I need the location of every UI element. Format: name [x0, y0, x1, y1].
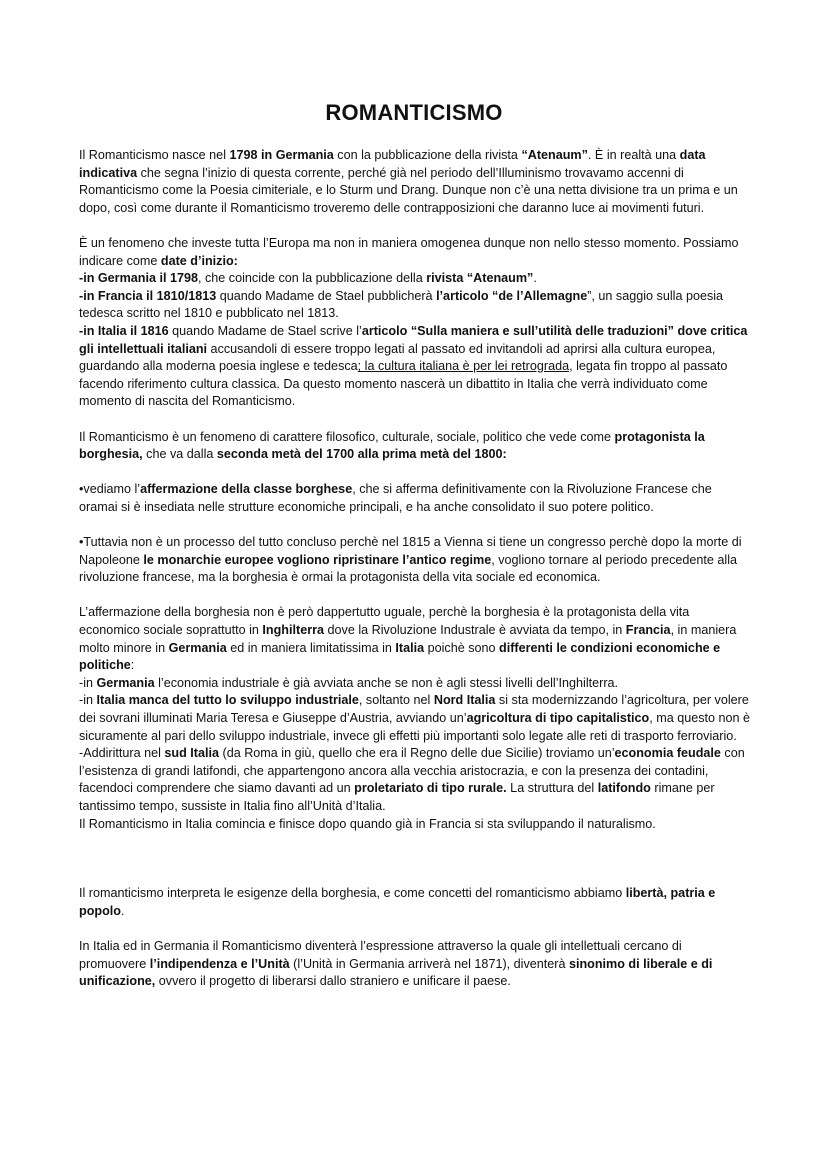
bold-text: differenti le condizioni economiche e politiche [79, 640, 721, 673]
paragraph-spacer [79, 516, 751, 534]
bold-text: -in Italia il 1816 [79, 323, 169, 338]
text-run: dove la Rivoluzione Industrale è avviata da tempo, in [324, 623, 626, 638]
text-run: ”, un saggio sulla poesia tedesca scritto nel 1810 e pubblicato nel 1813. [79, 288, 724, 321]
bold-text: economia feudale [614, 746, 721, 761]
text-run: Il Romanticismo è un fenomeno di carattere filosofico, culturale, sociale, politico che vede come [79, 429, 615, 444]
paragraph-p15 [79, 938, 751, 991]
bold-text: articolo “Sulla maniera e sull’utilità delle traduzioni” dove critica gli intellettuali italiani [79, 323, 748, 356]
bold-text: Inghilterra [262, 623, 325, 638]
bold-text: libertà, patria e popolo [79, 886, 716, 918]
bold-text: Germania [96, 675, 155, 690]
text-run: ovvero il progetto di liberarsi dallo straniero e unificare il paese. [155, 974, 511, 989]
bold-text: data indicativa [79, 148, 706, 180]
text-run: In Italia ed in Germania il Romanticismo diventerà l’espressione attraverso la quale gli intellettuali cercano di promuovere [79, 938, 682, 971]
text-run: con la pubblicazione della rivista [333, 148, 522, 162]
text-run: , in maniera molto minore in [79, 623, 737, 655]
paragraph-spacer [79, 411, 751, 429]
text-run: (l’Unità in Germania arriverà nel 1871), diventerà [289, 956, 569, 971]
text-run: -in [79, 675, 97, 690]
paragraph-p7 [79, 481, 751, 516]
text-run: -in [79, 693, 97, 708]
paragraph-spacer [79, 920, 751, 938]
text-run: , soltanto nel [358, 693, 434, 708]
paragraph-p11 [79, 692, 751, 745]
text-run: che va dalla [142, 447, 217, 462]
paragraph-p14 [79, 885, 751, 920]
paragraph-p4 [79, 288, 751, 323]
text-run: rimane per tantissimo tempo, sussiste in Italia fino all’Unità d’Italia. [79, 781, 715, 813]
text-run: , che coincide con la pubblicazione della [198, 271, 427, 286]
underlined-text: ; la cultura italiana è per lei retrograda [357, 359, 570, 374]
bold-text: protagonista la borghesia, [79, 429, 705, 462]
bold-text: latifondo [597, 781, 651, 796]
text-run: . [533, 271, 537, 286]
text-run: -Addirittura nel [79, 746, 165, 761]
bold-text: le monarchie europee vogliono ripristinare l’antico regime [143, 552, 492, 567]
paragraph-p13 [79, 816, 751, 834]
text-run: , ma questo non è sicuramente al pari dello sviluppo industriale, invece gli effetti più importanti solo legate alle reti di trasporto ferroviario. [79, 711, 751, 743]
text-run: La struttura del [506, 781, 598, 796]
text-run: •vediamo l’ [79, 482, 141, 497]
text-run: (da Roma in giù, quello che era il Regno delle due Sicilie) troviamo un’ [219, 746, 615, 761]
paragraph-p6 [79, 429, 751, 464]
text-run: l’economia industriale è già avviata anche se non è agli stessi livelli dell’Inghilterra. [154, 675, 619, 690]
page-title: ROMANTICISMO [325, 100, 503, 125]
text-run: . [120, 903, 125, 918]
bold-text: Italia [395, 640, 425, 655]
bold-text: -in Germania il 1798 [79, 271, 198, 286]
text-run: quando Madame de Stael pubblicherà [216, 288, 437, 303]
text-run: quando Madame de Stael scrive l’ [168, 323, 362, 338]
bold-text: l’indipendenza e l’Unità [149, 956, 290, 971]
paragraph-spacer [79, 464, 751, 482]
bold-text: 1798 in Germania [229, 148, 334, 162]
text-run: Il romanticismo interpreta le esigenze della borghesia, e come concetti del romanticismo abbiamo [79, 886, 626, 901]
paragraph-spacer [79, 833, 751, 885]
text-run: , vogliono tornare al periodo precedente alla rivoluzione francese, ma la borghesia è ormai la protagonista della vita sociale ed economica. [79, 552, 737, 585]
bold-text: “Atenaum” [521, 148, 588, 162]
bold-text: date d’inizio: [160, 253, 238, 268]
paragraph-p8 [79, 534, 751, 587]
text-run: poichè sono [424, 640, 500, 655]
text-run: si sta modernizzando l’agricoltura, per volere dei sovrani illuminati Maria Teresa e Giuseppe d’Austria, avviando un’ [79, 693, 749, 725]
paragraph-p9 [79, 604, 751, 674]
text-run: ed in maniera limitatissima in [226, 640, 396, 655]
paragraph-spacer [79, 217, 751, 235]
bold-text: Francia [625, 623, 671, 638]
paragraph-p10 [79, 675, 751, 693]
text-run: •Tuttavia non è un processo del tutto concluso perchè nel 1815 a Vienna si tiene un congresso perchè dopo la morte di Napoleone [79, 535, 742, 567]
text-run: : [130, 658, 135, 673]
bold-text: Italia manca del tutto lo sviluppo industriale [96, 693, 359, 708]
text-run: con l’esistenza di grandi latifondi, che appartengono ancora alla vecchia aristocrazia, e con la presenza dei contadini, facendoci comprendere che siamo davanti ad un [79, 746, 745, 796]
bold-text: Nord Italia [433, 693, 496, 708]
bold-text: sud Italia [164, 746, 219, 761]
text-run: L’affermazione della borghesia non è però dappertutto uguale, perchè la borghesia è la protagonista della vita economico sociale soprattutto in [79, 605, 690, 638]
bold-text: agricoltura di tipo capitalistico [466, 711, 650, 725]
paragraph-p1 [79, 147, 751, 217]
paragraph-p5 [79, 323, 751, 411]
paragraph-p2 [79, 235, 751, 270]
bold-text: rivista “Atenaum” [426, 271, 534, 286]
text-run: accusandoli di essere troppo legati al passato ed invitandoli ad aprirsi alla cultura europea, guardando alla moderna poesia inglese e tedesca [79, 341, 716, 374]
text-run: , legata fin troppo al passato facendo riferimento cultura classica. Da questo momento nascerà un dibattito in Italia che verrà individuato come momento di nascita del Romanticismo. [79, 359, 728, 409]
text-run: Il Romanticismo nasce nel [79, 148, 230, 162]
text-run: . È in realtà una [587, 148, 680, 162]
bold-text: proletariato di tipo rurale. [354, 781, 507, 796]
document-body [79, 147, 751, 991]
paragraph-p12 [79, 745, 751, 815]
paragraph-spacer [79, 587, 751, 605]
text-run: Il Romanticismo in Italia comincia e finisce dopo quando già in Francia si sta sviluppando il naturalismo. [79, 816, 656, 831]
bold-text: sinonimo di liberale e di unificazione, [79, 956, 713, 989]
paragraph-p3 [79, 270, 751, 288]
text-run: che segna l’inizio di questa corrente, perché già nel periodo dell’Illuminismo trovavamo accenni di Romanticismo come la Poesia cimiteriale, e lo Sturm und Drang. Dunque non c’è una netta divisione tra un prima e un dopo, così come durante il Romanticismo troveremo delle contrapposizioni che daranno luce ai movimenti futuri. [79, 165, 738, 215]
bold-text: Germania [168, 640, 227, 655]
bold-text: affermazione della classe borghese [140, 482, 353, 497]
text-run: , che si afferma definitivamente con la Rivoluzione Francese che oramai si è insediata nelle strutture economiche principali, e ha anche consolidato il suo potere politico. [79, 482, 712, 514]
text-run: È un fenomeno che investe tutta l’Europa ma non in maniera omogenea dunque non nello stesso momento. Possiamo indicare come [79, 235, 739, 268]
bold-text: -in Francia il 1810/1813 [79, 288, 217, 303]
bold-text: seconda metà del 1700 alla prima metà del 1800: [216, 447, 507, 462]
bold-text: l’articolo “de l’Allemagne [436, 288, 588, 303]
